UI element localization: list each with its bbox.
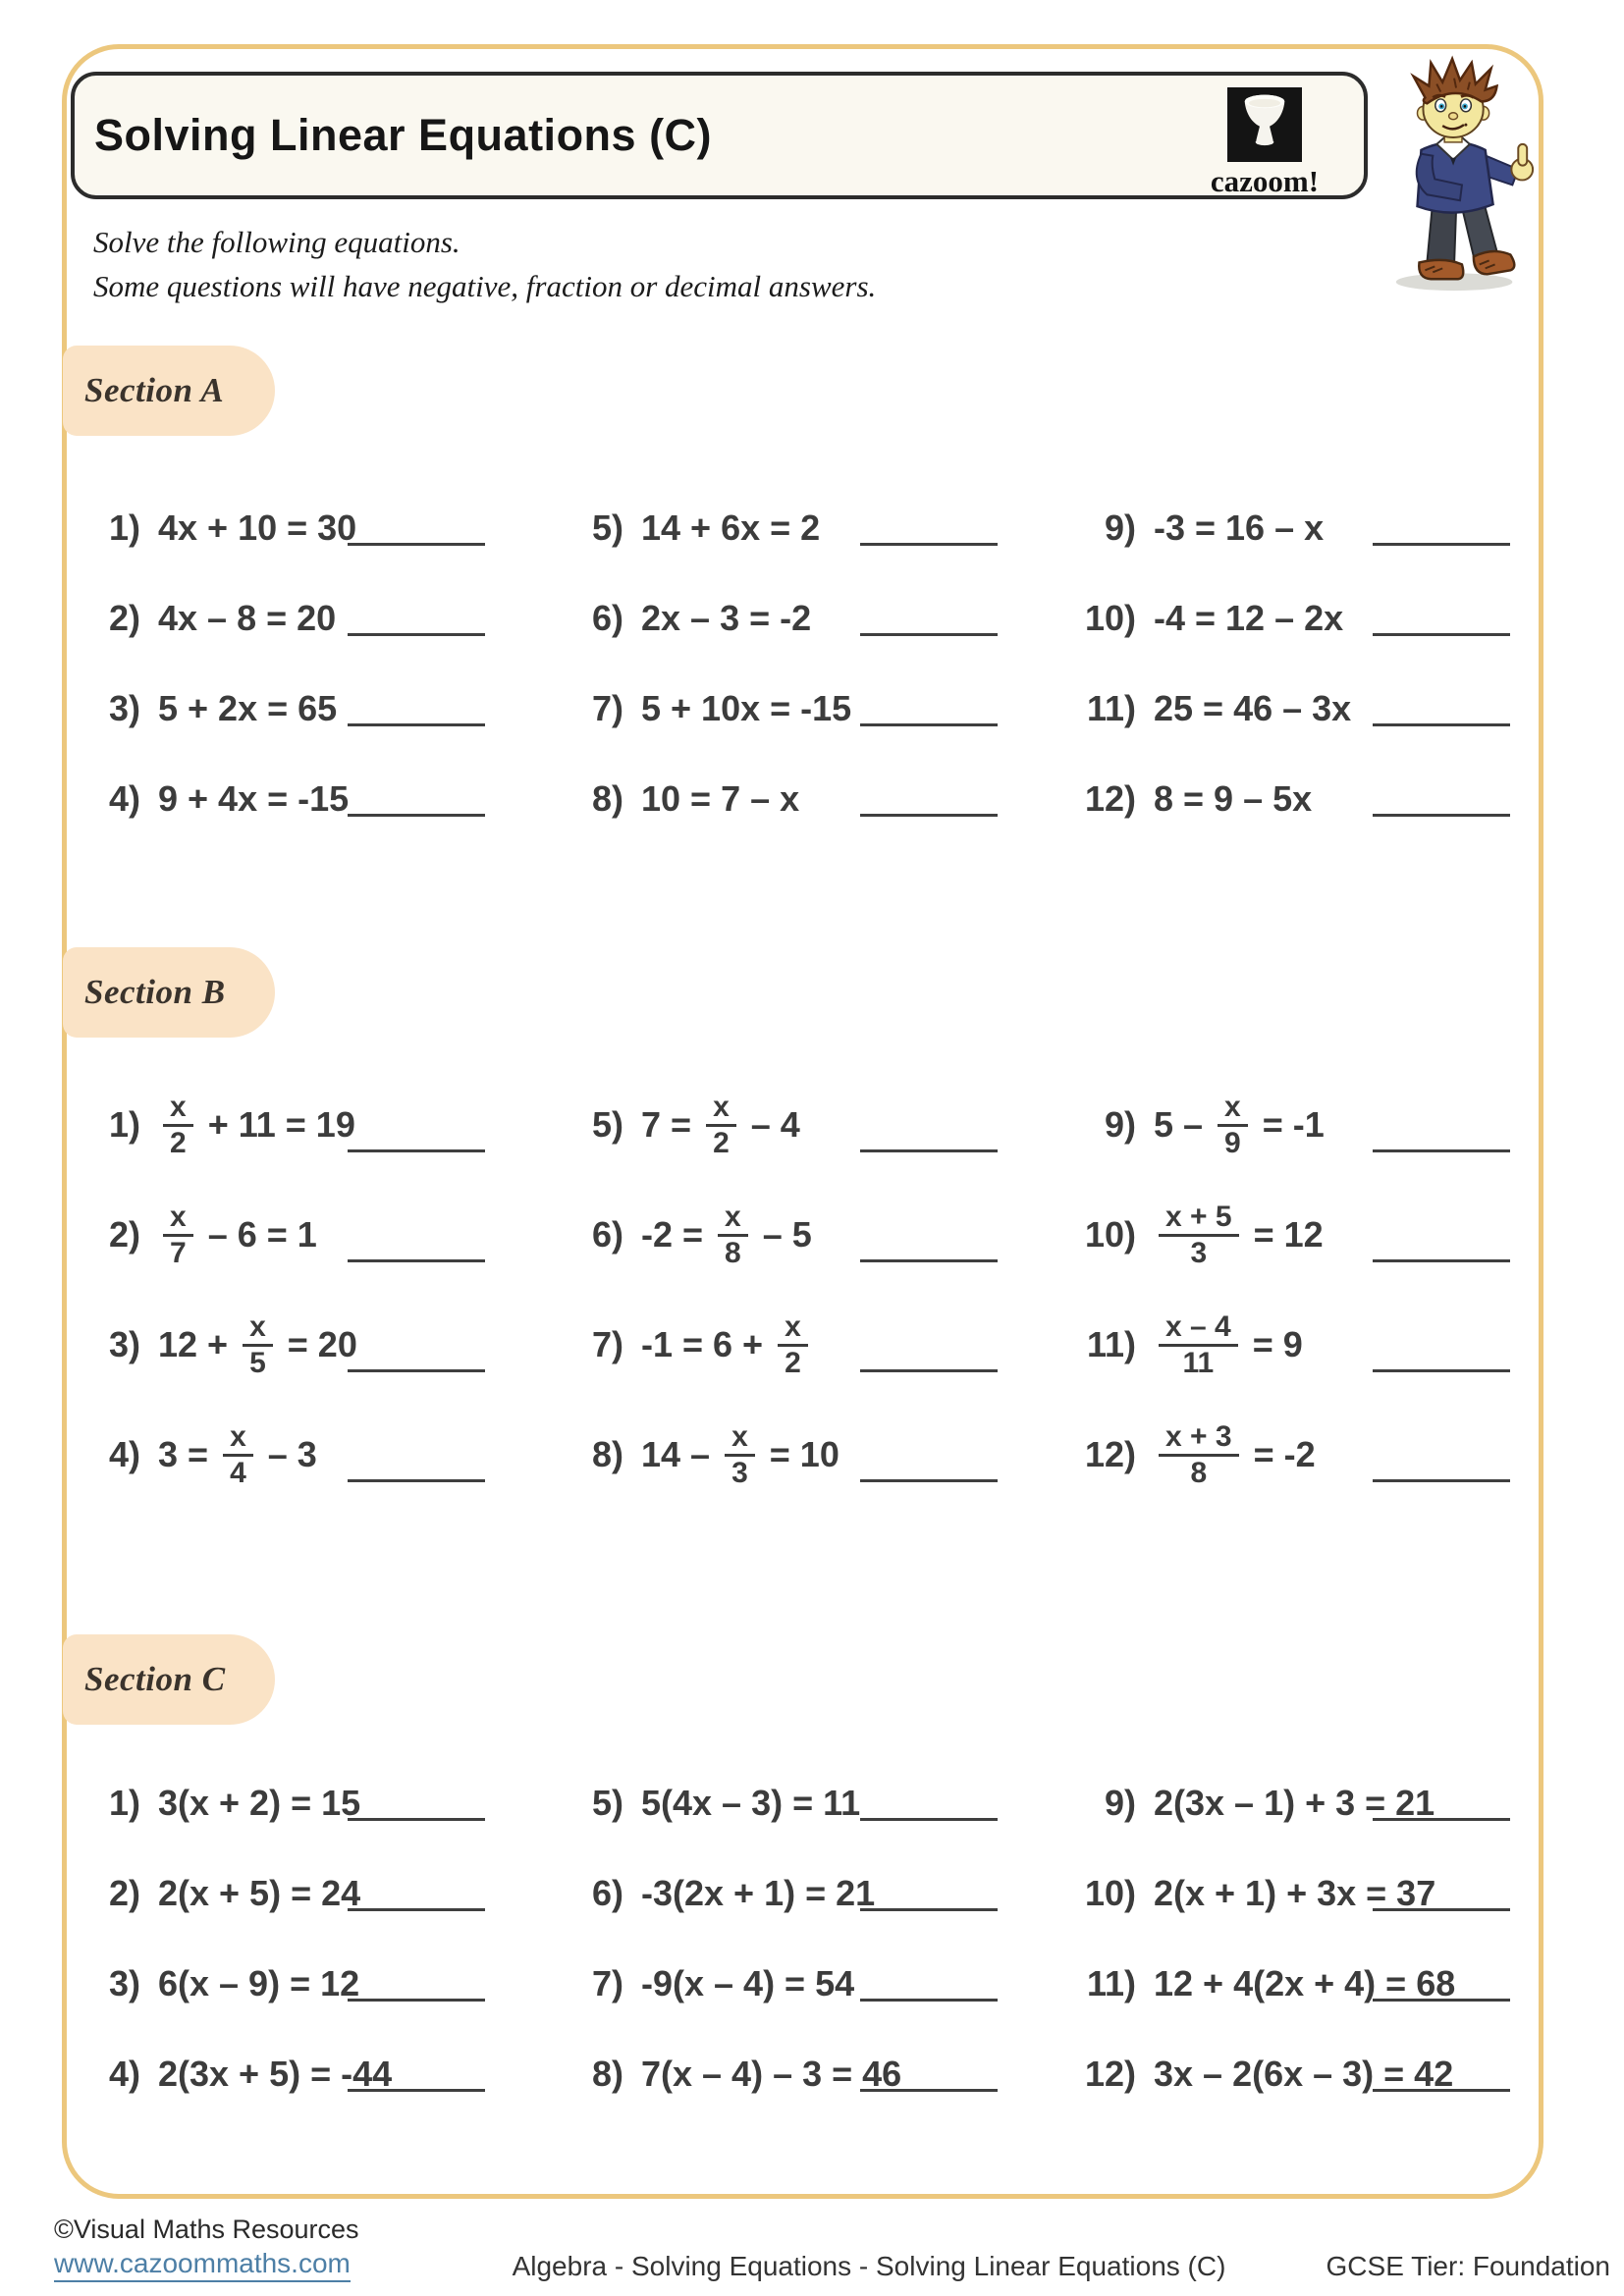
problem-number: 12) (1084, 2054, 1136, 2094)
problem-number: 10) (1084, 1873, 1136, 1913)
answer-line (860, 1259, 998, 1262)
problem-number: 1) (108, 1104, 140, 1145)
problem-number: 9) (1104, 1104, 1136, 1145)
problem-row (567, 1400, 1003, 1510)
problem-number: 6) (591, 1873, 623, 1913)
answer-line (860, 1149, 998, 1152)
answer-line (1373, 1149, 1510, 1152)
fraction-denominator: 8 (725, 1237, 741, 1269)
equation (641, 779, 799, 819)
answer-line (348, 1479, 485, 1482)
fraction-denominator: 7 (170, 1237, 187, 1269)
fraction-numerator: x (1218, 1092, 1248, 1128)
equation-text: 12 + 4(2x + 4) = 68 (1154, 1963, 1456, 2004)
problem-row (567, 1848, 1003, 1939)
equation (158, 599, 336, 638)
fraction (223, 1421, 253, 1489)
equation (158, 1201, 317, 1269)
problem-row (83, 2029, 491, 2119)
footer-copyright: ©Visual Maths Resources (54, 2215, 359, 2244)
equation (1154, 1421, 1316, 1489)
problem-number: 4) (108, 778, 140, 819)
answer-line (860, 814, 998, 817)
problem-row (1079, 754, 1516, 844)
cazoom-logo (1191, 87, 1338, 199)
equation (1154, 1311, 1303, 1379)
equation (1154, 1201, 1324, 1269)
instructions-line-1: Solve the following equations. (93, 225, 460, 259)
section-b-problems (83, 1070, 1517, 1510)
equation-text: 8 = 9 – 5x (1154, 778, 1313, 820)
answer-line (1373, 1908, 1510, 1911)
problem-number: 12) (1084, 778, 1136, 819)
equation-text: 3x – 2(6x – 3) = 42 (1154, 2054, 1454, 2095)
equation (641, 1964, 854, 2003)
problem-row (1079, 1290, 1516, 1400)
fraction-numerator: x (778, 1311, 808, 1348)
fraction (718, 1201, 748, 1269)
instructions (93, 220, 876, 308)
equation-text: -9(x – 4) = 54 (641, 1963, 855, 2004)
problem-number: 5) (591, 507, 623, 548)
answer-line (348, 1259, 485, 1262)
equation (158, 689, 337, 728)
section-c-problems (83, 1758, 1517, 2119)
equation-text: = 12 (1243, 1214, 1324, 1255)
fraction (163, 1092, 193, 1159)
problem-row (83, 664, 491, 754)
equation (641, 689, 851, 728)
problem-number: 11) (1086, 1324, 1136, 1364)
equation-text: 14 + 6x = 2 (641, 507, 821, 549)
section-c-label: Section C (84, 1660, 226, 1698)
equation (1154, 1784, 1435, 1823)
problem-number: 4) (108, 2054, 140, 2094)
equation (158, 1964, 359, 2003)
problem-number: 9) (1104, 507, 1136, 548)
equation (158, 1874, 360, 1913)
fraction (725, 1421, 755, 1489)
equation-text: – 3 (257, 1434, 317, 1475)
instructions-line-2: Some questions will have negative, fraction or decimal answers. (93, 269, 877, 303)
answer-line (1373, 1999, 1510, 2002)
problem-number: 5) (591, 1104, 623, 1145)
answer-line (860, 1999, 998, 2002)
equation-text: 7 = (641, 1104, 702, 1146)
answer-line (860, 543, 998, 546)
equation-text: = 20 (277, 1324, 357, 1365)
equation-text: 2(x + 5) = 24 (158, 1873, 361, 1914)
equation-text: 3(x + 2) = 15 (158, 1783, 361, 1824)
problem-row (83, 1180, 491, 1290)
equation-text: 10 = 7 – x (641, 778, 800, 820)
problem-row (83, 1290, 491, 1400)
problem-row (1079, 2029, 1516, 2119)
equation-text: -1 = 6 + (641, 1324, 774, 1365)
problem-row (567, 1939, 1003, 2029)
problem-row (567, 1758, 1003, 1848)
problem-number: 10) (1084, 1214, 1136, 1255)
section-a-label: Section A (84, 371, 225, 409)
problem-row (567, 1070, 1003, 1180)
answer-line (1373, 543, 1510, 546)
equation (1154, 1874, 1435, 1913)
equation (1154, 689, 1351, 728)
answer-line (1373, 1369, 1510, 1372)
equation (641, 599, 811, 638)
answer-line (1373, 2089, 1510, 2092)
equation (158, 779, 349, 819)
answer-line (1373, 1259, 1510, 1262)
answer-line (348, 1999, 485, 2002)
equation-text: 9 + 4x = -15 (158, 778, 350, 820)
fraction-denominator: 3 (731, 1457, 748, 1489)
fraction (1218, 1092, 1248, 1159)
problem-row (1079, 573, 1516, 664)
problem-row (83, 1848, 491, 1939)
equation (641, 1874, 875, 1913)
fraction (1159, 1311, 1238, 1379)
answer-line (1373, 633, 1510, 636)
answer-line (348, 814, 485, 817)
cazoom-drum-icon (1227, 87, 1302, 162)
fraction-numerator: x (163, 1201, 193, 1238)
fraction-denominator: 3 (1190, 1237, 1208, 1269)
equation (158, 1421, 317, 1489)
equation-text: 4x + 10 = 30 (158, 507, 357, 549)
equation-text: = -1 (1252, 1104, 1325, 1146)
problem-row (83, 1758, 491, 1848)
equation-text: 2(3x – 1) + 3 = 21 (1154, 1783, 1435, 1824)
equation (641, 508, 820, 548)
equation (1154, 1964, 1455, 2003)
equation-text: = 9 (1242, 1324, 1303, 1365)
equation-text: 5(4x – 3) = 11 (641, 1783, 861, 1824)
equation-text: 4x – 8 = 20 (158, 598, 337, 639)
equation (158, 1311, 357, 1379)
equation (641, 1784, 860, 1823)
section-b-tab (63, 947, 275, 1038)
problem-row (83, 1939, 491, 2029)
equation (158, 1784, 360, 1823)
equation (641, 2055, 901, 2094)
equation (641, 1421, 839, 1489)
equation-text: -4 = 12 – 2x (1154, 598, 1344, 639)
problem-row (1079, 1070, 1516, 1180)
problem-row (83, 1070, 491, 1180)
problem-number: 7) (591, 1324, 623, 1364)
fraction-denominator: 9 (1224, 1127, 1241, 1159)
answer-line (860, 633, 998, 636)
equation-text: 5 – (1154, 1104, 1214, 1146)
answer-line (348, 1149, 485, 1152)
problem-row (83, 1400, 491, 1510)
cazoom-logo-text: cazoom! (1210, 164, 1320, 198)
equation-text: = 10 (759, 1434, 839, 1475)
problem-row (1079, 1758, 1516, 1848)
fraction-numerator: x (718, 1201, 748, 1238)
equation-text: 25 = 46 – 3x (1154, 688, 1352, 729)
equation-text: 12 + (158, 1324, 239, 1365)
problem-number: 6) (591, 598, 623, 638)
problem-number: 3) (108, 688, 140, 728)
answer-line (348, 543, 485, 546)
equation-text: 14 – (641, 1434, 721, 1475)
fraction-denominator: 2 (713, 1127, 730, 1159)
fraction (243, 1311, 273, 1379)
fraction-denominator: 11 (1182, 1347, 1215, 1379)
fraction-denominator: 4 (230, 1457, 246, 1489)
equation-text: 5 + 10x = -15 (641, 688, 852, 729)
fraction (706, 1092, 736, 1159)
fraction (1159, 1201, 1239, 1269)
fraction-denominator: 2 (785, 1347, 801, 1379)
problem-number: 1) (108, 1783, 140, 1823)
problem-number: 2) (108, 1873, 140, 1913)
answer-line (348, 1818, 485, 1821)
answer-line (860, 1818, 998, 1821)
problem-number: 4) (108, 1434, 140, 1474)
equation (641, 1311, 813, 1379)
problem-number: 2) (108, 598, 140, 638)
fraction-numerator: x (725, 1421, 755, 1458)
fraction-numerator: x – 4 (1159, 1311, 1238, 1348)
problem-row (1079, 1848, 1516, 1939)
problem-number: 11) (1086, 688, 1136, 728)
equation-text: = -2 (1243, 1434, 1316, 1475)
answer-line (860, 1479, 998, 1482)
equation (1154, 508, 1324, 548)
answer-line (348, 723, 485, 726)
footer-website-link[interactable]: www.cazoommaths.com (54, 2248, 351, 2282)
fraction-denominator: 8 (1190, 1457, 1208, 1489)
problem-number: 9) (1104, 1783, 1136, 1823)
fraction-denominator: 2 (170, 1127, 187, 1159)
section-a-tab (63, 346, 275, 436)
equation-text: -2 = (641, 1214, 714, 1255)
problem-number: 12) (1084, 1434, 1136, 1474)
equation-text: 3 = (158, 1434, 219, 1475)
answer-line (348, 1369, 485, 1372)
equation-text: – 4 (740, 1104, 800, 1146)
answer-line (1373, 814, 1510, 817)
problem-row (83, 483, 491, 573)
problem-row (567, 1290, 1003, 1400)
problem-row (567, 1180, 1003, 1290)
equation (158, 508, 356, 548)
equation-text: 2x – 3 = -2 (641, 598, 812, 639)
equation (158, 2055, 392, 2094)
section-a-problems (83, 483, 1517, 844)
page-title: Solving Linear Equations (C) (94, 110, 713, 160)
answer-line (860, 723, 998, 726)
equation-text: -3(2x + 1) = 21 (641, 1873, 876, 1914)
title-box (71, 72, 1368, 199)
fraction (778, 1311, 808, 1379)
problem-number: 5) (591, 1783, 623, 1823)
problem-row (567, 483, 1003, 573)
problem-row (567, 754, 1003, 844)
equation-text: 2(x + 1) + 3x = 37 (1154, 1873, 1436, 1914)
equation (1154, 1092, 1325, 1159)
answer-line (348, 633, 485, 636)
section-c-tab (63, 1634, 275, 1725)
equation (641, 1092, 800, 1159)
equation-text: + 11 = 19 (197, 1104, 355, 1146)
answer-line (860, 2089, 998, 2092)
problem-number: 8) (591, 2054, 623, 2094)
fraction-numerator: x (223, 1421, 253, 1458)
problem-row (567, 664, 1003, 754)
equation-text: 2(3x + 5) = -44 (158, 2054, 393, 2095)
equation (158, 1092, 355, 1159)
fraction-numerator: x (163, 1092, 193, 1128)
problem-row (1079, 664, 1516, 754)
answer-line (860, 1908, 998, 1911)
problem-number: 10) (1084, 598, 1136, 638)
equation-text: 6(x – 9) = 12 (158, 1963, 360, 2004)
problem-number: 8) (591, 1434, 623, 1474)
problem-number: 7) (591, 688, 623, 728)
fraction-numerator: x (243, 1311, 273, 1348)
equation-text: -3 = 16 – x (1154, 507, 1325, 549)
problem-number: 6) (591, 1214, 623, 1255)
problem-row (1079, 1180, 1516, 1290)
answer-line (348, 1908, 485, 1911)
problem-number: 1) (108, 507, 140, 548)
problem-row (567, 2029, 1003, 2119)
problem-row (1079, 1400, 1516, 1510)
problem-number: 3) (108, 1963, 140, 2003)
fraction (1159, 1421, 1239, 1489)
footer-category: Algebra - Solving Equations - Solving Linear Equations (C) (512, 2251, 1226, 2281)
problem-row (83, 573, 491, 664)
fraction-numerator: x + 3 (1159, 1421, 1239, 1458)
equation (1154, 779, 1312, 819)
problem-number: 11) (1086, 1963, 1136, 2003)
answer-line (348, 2089, 485, 2092)
equation (1154, 2055, 1453, 2094)
problem-number: 7) (591, 1963, 623, 2003)
mascot-illustration (1377, 55, 1542, 296)
section-b-label: Section B (84, 973, 226, 1011)
answer-line (1373, 1818, 1510, 1821)
fraction-denominator: 5 (249, 1347, 266, 1379)
answer-line (1373, 723, 1510, 726)
problem-number: 3) (108, 1324, 140, 1364)
problem-number: 8) (591, 778, 623, 819)
fraction-numerator: x (706, 1092, 736, 1128)
equation-text: 7(x – 4) – 3 = 46 (641, 2054, 902, 2095)
problem-row (83, 754, 491, 844)
equation-text: – 5 (752, 1214, 812, 1255)
problem-row (1079, 1939, 1516, 2029)
footer-tier: GCSE Tier: Foundation (1326, 2251, 1610, 2281)
equation-text: – 6 = 1 (197, 1214, 317, 1255)
equation-text: 5 + 2x = 65 (158, 688, 338, 729)
problem-number: 2) (108, 1214, 140, 1255)
fraction (163, 1201, 193, 1269)
problem-row (567, 573, 1003, 664)
fraction-numerator: x + 5 (1159, 1201, 1239, 1238)
equation (641, 1201, 812, 1269)
equation (1154, 599, 1343, 638)
answer-line (1373, 1479, 1510, 1482)
problem-row (1079, 483, 1516, 573)
answer-line (860, 1369, 998, 1372)
